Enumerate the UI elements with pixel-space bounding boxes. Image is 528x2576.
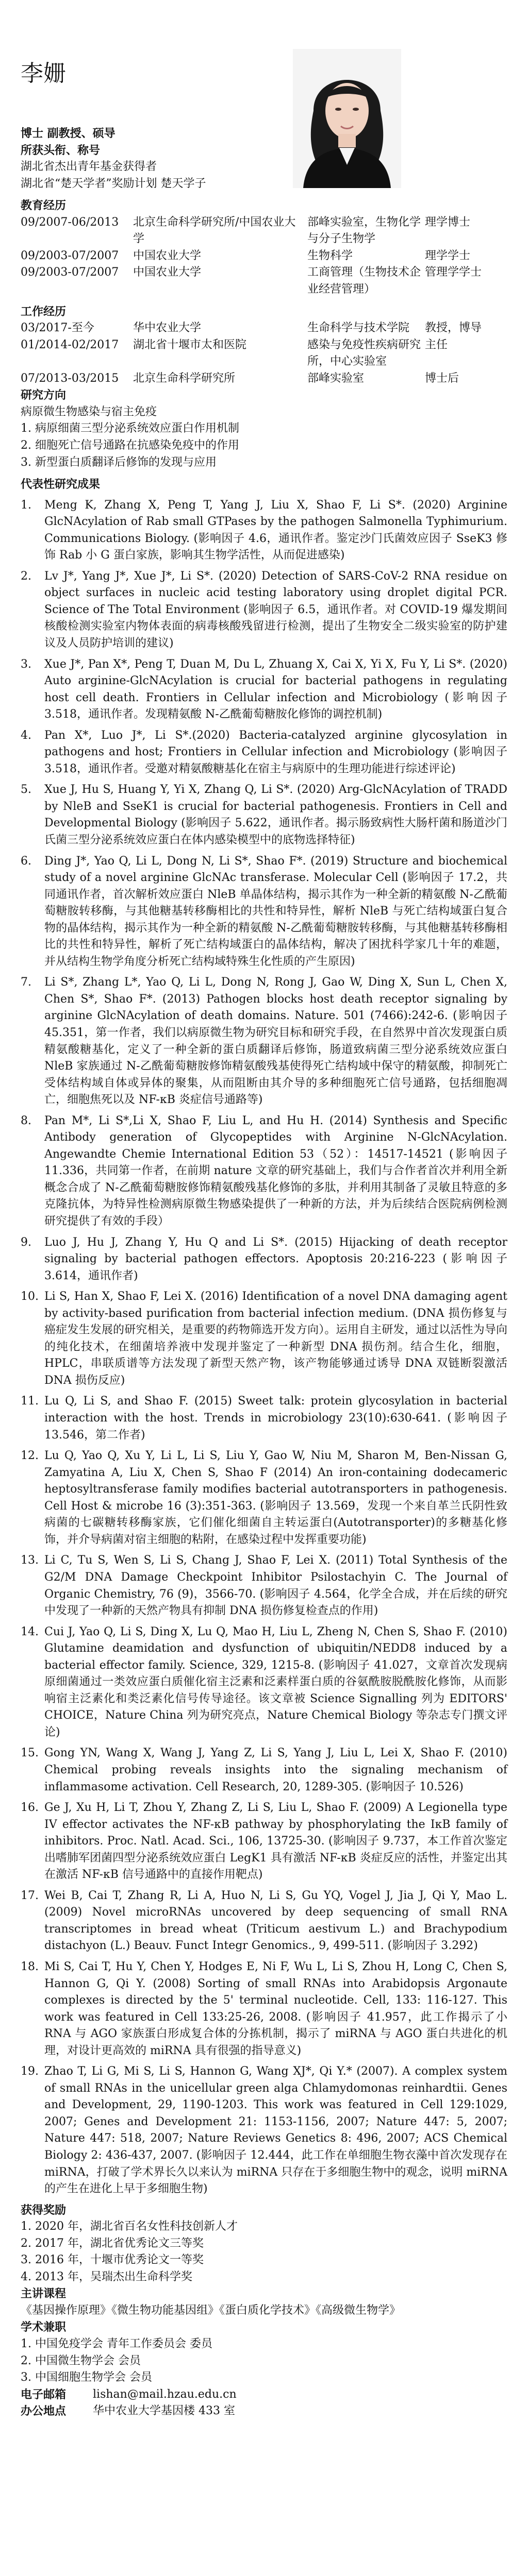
list-item: 3. 新型蛋白质翻译后修饰的发现与应用 xyxy=(21,455,217,469)
publication-item xyxy=(21,1448,507,1548)
publication-item xyxy=(21,853,507,971)
section-title: 学术兼职 xyxy=(21,2320,67,2334)
publication-number: 11. xyxy=(21,1395,39,1408)
publication-text: Cui J, Yao Q, Li S, Ding X, Lu Q, Mao H, Liu L, Zheng N, Chen S, Shao F. (2010) Glutamine deamidation and dysfunction of ubiquitin/NEDD8 induced by a bacterial effector family. Science, 329, 1215-8. (影响因子 41.027，文章首次发现病原细菌通过一类效应蛋白质催化宿主泛素和泛素样蛋白质的谷氨酰胺脱酰胺化修饰，从而影响宿主泛素化和类泛素化信号传导途径。该文章被 Science Signalling 列为 EDITORS' CHOICE，Nature China 列为研究亮点，Nature Chemical Biology 等杂志专门撰文评论) xyxy=(44,1625,507,1739)
publication-number: 9. xyxy=(21,1235,31,1249)
list-item: 2. 中国微生物学会 会员 xyxy=(21,2354,141,2367)
education-row xyxy=(21,264,507,298)
date-cell: 09/2007-06/2013 xyxy=(21,215,119,229)
list-item: 2. 细胞死亡信号通路在抗感染免疫中的作用 xyxy=(21,438,239,452)
field-cell: 生物科学 xyxy=(307,249,353,262)
publication-number: 3. xyxy=(21,657,31,671)
date-cell: 09/2003-07/2007 xyxy=(21,266,119,279)
honor-line: 湖北省杰出青年基金获得者 xyxy=(21,160,157,174)
awards-list xyxy=(21,2218,507,2285)
list-item: 4. 2013 年，吴瑞杰出生命科学奖 xyxy=(21,2270,192,2283)
position-cell: 博士后 xyxy=(425,371,459,385)
courses-section xyxy=(21,2285,507,2319)
intro-block xyxy=(21,125,507,192)
contact-section xyxy=(21,2386,507,2420)
profile-photo xyxy=(293,49,401,188)
publication-number: 13. xyxy=(21,1554,39,1567)
publication-item xyxy=(21,1959,507,2059)
publication-number: 19. xyxy=(21,2065,39,2078)
memberships-list xyxy=(21,2336,507,2386)
research-section xyxy=(21,387,507,471)
work-row xyxy=(21,337,507,370)
publication-text: Xue J*, Pan X*, Peng T, Duan M, Du L, Zhuang X, Cai X, Yi X, Fu Y, Li S*. (2020) Auto arginine-GlcNAcylation is crucial for bacterial pathogens in regulating host cell death. Frontiers in Cellular infection and Microbiology (影响因子 3.518，通讯作者。发现精氨酸 N-乙酰葡萄糖胺化修饰的调控机制) xyxy=(44,657,507,721)
publication-item xyxy=(21,1800,507,1884)
publication-list xyxy=(21,497,507,2198)
unit-cell: 生命科学与技术学院 xyxy=(307,321,410,335)
publication-number: 16. xyxy=(21,1801,39,1815)
honor-line: 湖北省“楚天学者”奖励计划 楚天学子 xyxy=(21,177,206,190)
department-line: 所获头衔、称号 xyxy=(21,143,101,157)
research-list xyxy=(21,420,507,471)
research-intro: 病原微生物感染与宿主免疫 xyxy=(21,405,157,418)
list-item: 1. 中国免疫学会 青年工作委员会 委员 xyxy=(21,2337,212,2351)
awards-section xyxy=(21,2202,507,2286)
position-cell: 主任 xyxy=(425,338,448,351)
publication-item xyxy=(21,1624,507,1741)
publication-text: Luo J, Hu J, Zhang Y, Hu Q and Li S*. (2015) Hijacking of death receptor signaling by bacterial pathogen effectors. Apoptosis 20:216-223 (影响因子 3.614，通讯作者) xyxy=(44,1235,507,1282)
publication-number: 8. xyxy=(21,1114,31,1127)
publication-text: Li S*, Zhang L*, Yao Q, Li L, Dong N, Rong J, Gao W, Ding X, Sun L, Chen X, Chen S*, Shao F*. (2013) Pathogen blocks host death receptor signaling by arginine GlcNAcylation of death domains. Nature. 501 (7466):242-6. (影响因子 45.351，第一作者，我们以病原微生物为研究目标和研究手段，在自然界中首次发现蛋白质精氨酸糖基化，定义了一种全新的蛋白质翻译后修饰，肠道致病菌三型分泌系统效应蛋白 NleB 家族通过 N-乙酰葡萄糖胺修饰精氨酸残基使得死亡结构域中保守的精氨酸，抑制死亡受体结构域自体或异体的聚集，从而阻断由其介导的多种细胞死亡信号通路，包括细胞凋亡，细胞焦死以及 NF-κB 炎症信号通路等) xyxy=(44,976,507,1107)
publication-number: 1. xyxy=(21,498,31,512)
section-title: 代表性研究成果 xyxy=(21,478,101,492)
publication-text: Pan X*, Luo J*, Li S*.(2020) Bacteria-catalyzed arginine glycosylation in pathogens and host; Frontiers in Cellular infection and Microbiology (影响因子 3.518，通讯作者。受邀对精氨酸糖基化在宿主与病原中的生理功能进行综述评论) xyxy=(44,728,507,775)
publication-item xyxy=(21,1289,507,1389)
person-name: 李姗 xyxy=(21,60,66,87)
publication-number: 15. xyxy=(21,1747,39,1760)
publication-number: 12. xyxy=(21,1449,39,1463)
publication-text: Li C, Tu S, Wen S, Li S, Chang J, Shao F, Lei X. (2011) Total Synthesis of the G2/M DNA Damage Checkpoint Inhibitor Psilostachyin C. The Journal of Organic Chemistry, 76 (9)，3566-70. (影响因子 4.564，化学全合成，并在后续的研究中发现了一种新的天然产物具有抑制 DNA 损伤修复检查点的作用) xyxy=(44,1554,507,1618)
publication-number: 7. xyxy=(21,976,31,989)
publication-text: Ge J, Xu H, Li T, Zhou Y, Zhang Z, Li S, Liu L, Shao F. (2009) A Legionella type IV effector activates the NF-κB pathway by phosphorylating the IκB family of inhibitors. Proc. Natl. Acad. Sci., 106, 13725-30. (影响因子 9.737，本工作首次鉴定出嗜肺军团菌四型分泌系统效应蛋白 LegK1 具有激活 NF-κB 炎症反应的活性，并鉴定出其在激活 NF-κB 信号通路中的直接作用靶点) xyxy=(44,1801,507,1882)
institution-cell: 湖北省十堰市太和医院 xyxy=(133,338,247,351)
section-title: 研究方向 xyxy=(21,388,67,402)
education-section xyxy=(21,197,507,298)
memberships-section xyxy=(21,2319,507,2386)
list-item: 2. 2017 年，湖北省优秀论文三等奖 xyxy=(21,2236,204,2250)
date-cell: 07/2013-03/2015 xyxy=(21,371,119,385)
field-cell: 工商管理（生物技术企业经营管理） xyxy=(307,266,421,296)
publication-number: 17. xyxy=(21,1889,39,1902)
work-row xyxy=(21,320,507,337)
publication-text: Li S, Han X, Shao F, Lei X. (2016) Identification of a novel DNA damaging agent by activity-based purification from bacterial infection medium. (DNA 损伤修复与癌症发生发展的研究相关，是重要的药物筛选开发方向）。运用自主研发，通过以活性为导向的纯化技术，在细菌培养液中发现并鉴定了一种新型 DNA 损伤剂。结合生化，细胞，HPLC，串联质谱等方法发现了新型天然产物，该产物能够通过诱导 DNA 双链断裂激活 DNA 损伤反应) xyxy=(44,1290,507,1387)
institution-cell: 北京生命科学研究所/中国农业大学 xyxy=(133,215,296,246)
courses-text: 《基因操作原理》《微生物功能基因组》《蛋白质化学技术》《高级微生物学》 xyxy=(21,2303,401,2317)
publication-text: Meng K, Zhang X, Peng T, Yang J, Liu X, Shao F, Li S*. (2020) Arginine GlcNAcylation of Rab small GTPases by the pathogen Salmonella Typhimurium. Communications Biology. (影响因子 4.6，通讯作者。鉴定沙门氏菌效应因子 SseK3 修饰 Rab 小 G 蛋白家族，影响其生物学活性，从而促进感染) xyxy=(44,498,507,562)
unit-cell: 感染与免疫性疾病研究所，中心实验室 xyxy=(307,338,421,368)
publications-section xyxy=(21,476,507,2198)
publication-number: 5. xyxy=(21,783,31,796)
section-title: 获得奖励 xyxy=(21,2203,67,2217)
publication-item xyxy=(21,1113,507,1230)
publication-number: 18. xyxy=(21,1960,39,1973)
publication-number: 10. xyxy=(21,1290,39,1303)
institution-cell: 中国农业大学 xyxy=(133,266,202,279)
work-section xyxy=(21,303,507,387)
publication-text: Xue J, Hu S, Huang Y, Yi X, Zhang Q, Li S*. (2020) Arg-GlcNAcylation of TRADD by NleB and SseK1 is crucial for bacterial pathogenesis. Frontiers in Cell and Developmental Biology (影响因子 5.622，通讯作者。揭示肠致病性大肠杆菌和肠道沙门氏菌三型分泌系统效应蛋白在体内感染模型中的底物选择特征) xyxy=(44,783,507,846)
publication-number: 2. xyxy=(21,569,31,583)
list-item: 1. 2020 年，湖北省百名女性科技创新人才 xyxy=(21,2220,238,2233)
field-cell: 部峰实验室，生物化学与分子生物学 xyxy=(307,215,421,246)
list-item: 1. 病原细菌三型分泌系统效应蛋白作用机制 xyxy=(21,422,239,435)
degree-cell: 理学学士 xyxy=(425,249,471,262)
publication-text: Gong YN, Wang X, Wang J, Yang Z, Li S, Yang J, Liu L, Lei X, Shao F. (2010) Chemical probing reveals insights into the signaling mechanism of inflammasome activation. Cell Research, 20, 1289-305. (影响因子 10.526) xyxy=(44,1747,507,1793)
publication-item xyxy=(21,782,507,849)
degree-cell: 理学博士 xyxy=(425,215,471,229)
publication-item xyxy=(21,1552,507,1619)
date-cell: 03/2017-至今 xyxy=(21,321,94,335)
list-item: 3. 2016 年，十堰市优秀论文一等奖 xyxy=(21,2253,204,2267)
unit-cell: 部峰实验室 xyxy=(307,371,365,385)
list-item: 3. 中国细胞生物学会 会员 xyxy=(21,2371,152,2384)
publication-item xyxy=(21,568,507,652)
publication-number: 14. xyxy=(21,1625,39,1638)
publication-item xyxy=(21,2063,507,2197)
publication-text: Mi S, Cai T, Hu Y, Chen Y, Hodges E, Ni F, Wu L, Li S, Zhou H, Long C, Chen S, Hannon G, Qi Y. (2008) Sorting of small RNAs into Arabidopsis Argonaute complexes is directed by the 5' terminal nucleotide. Cell, 133: 116-127. This work was featured in Cell 133:25-26, 2008. (影响因子 41.957，此工作揭示了小 RNA 与 AGO 家族蛋白形成复合体的分拣机制，揭示了 miRNA 与 AGO 蛋白共进化的机理，对设计更高效的 miRNA 具有很强的指导意义) xyxy=(44,1960,507,2057)
institution-cell: 中国农业大学 xyxy=(133,249,202,262)
publication-item xyxy=(21,497,507,564)
publication-number: 4. xyxy=(21,728,31,742)
publication-text: Pan M*, Li S*,Li X, Shao F, Liu L, and Hu H. (2014) Synthesis and Specific Antibody generation of Glycopeptides with Arginine N-GlcNAcylation. Angewandte Chemie International Edition 53（52）：14517-14521 (影响因子 11.336，共同第一作者，在前期 nature 文章的研究基础上，我们与合作者首次并利用全新概念合成了 N-乙酰葡萄糖胺修饰精氨酸残基化修饰的多肽，并利用其制备了灵敏且特意的多克隆抗体，为特异性检测病原微生物感染提供了一种新的方法，并为后续结合医院病例检测研究提供了有效的手段） xyxy=(44,1114,507,1228)
publication-item xyxy=(21,727,507,778)
publication-item xyxy=(21,974,507,1108)
publication-item xyxy=(21,1393,507,1444)
work-row xyxy=(21,370,507,387)
publication-text: Ding J*, Yao Q, Li L, Dong N, Li S*, Shao F*. (2019) Structure and biochemical study of a novel arginine GlcNAc transferase. Molecular Cell (影响因子 17.2，共同通讯作者，首次解析效应蛋白 NleB 单晶体结构，揭示其作为一种全新的精氨酸 N-乙酰葡萄糖胺转移酶，与其他糖基转移酶相比的共性和特异性，解析 NleB 与死亡结构域蛋白复合物的晶体结构，揭示其作为一种全新的精氨酸 N-乙酰葡萄糖胺转移酶，与其他糖基转移酶相比的共性和特异性，解析了死亡结构域蛋白的晶体结构，解决了困扰科学家几十年的难题，并从结构生物学角度分析死亡结构域特殊生化性质的产生原因) xyxy=(44,854,507,968)
publication-text: Lu Q, Li S, and Shao F. (2015) Sweet talk: protein glycosylation in bacterial interaction with the host. Trends in microbiology 23(10):630-641. (影响因子 13.546，第二作者) xyxy=(44,1395,507,1442)
publication-item xyxy=(21,656,507,723)
education-row xyxy=(21,214,507,248)
title-line: 博士 副教授、硕导 xyxy=(21,127,116,141)
section-title: 主讲课程 xyxy=(21,2287,67,2301)
degree-cell: 管理学学士 xyxy=(425,266,482,279)
institution-cell: 华中农业大学 xyxy=(133,321,202,335)
publication-item xyxy=(21,1745,507,1795)
publication-text: Lu Q, Yao Q, Xu Y, Li L, Li S, Liu Y, Gao W, Niu M, Sharon M, Ben-Nissan G, Zamyatina A, Liu X, Chen S, Shao F (2014) An iron-containing dodecameric heptosyltransferase family modifies bacterial autotransporters in pathogenesis. Cell Host & microbe 16 (3):351-363. (影响因子 13.569，发现一个来自革兰氏阴性致病菌的七碳糖转移酶家族，它们催化细菌自主转运蛋白(Autotransporter)的多糖基化修饰，并介导病菌对宿主细胞的粘附，在感染过程中发挥重要功能) xyxy=(44,1449,507,1546)
publication-text: Zhao T, Li G, Mi S, Li S, Hannon G, Wang XJ*, Qi Y.* (2007). A complex system of small RNAs in the unicellular green alga Chlamydomonas reinhardtii. Genes and Development, 29, 1190-1203. This work was featured in Cell 129:1029, 2007; Genes and Development 21: 1153-1156, 2007; Nature 447: 5, 2007; Nature 447: 518, 2007; Nature Reviews Genetics 8: 496, 2007; ACS Chemical Biology 2: 436-437, 2007. (影响因子 12.444，此工作在单细胞生物衣藻中首次发现存在 miRNA，打破了学术界长久以来认为 miRNA 只存在于多细胞生物中的观念，说明 miRNA 的产生在进化上早于多细胞生物) xyxy=(44,2065,507,2196)
office-value: 华中农业大学基因楼 433 室 xyxy=(93,2404,235,2418)
portrait-image xyxy=(293,49,401,188)
date-cell: 09/2003-07/2007 xyxy=(21,249,119,262)
publication-item xyxy=(21,1234,507,1285)
office-label: 办公地点 xyxy=(21,2404,67,2418)
position-cell: 教授，博导 xyxy=(425,321,482,335)
publication-item xyxy=(21,1888,507,1955)
section-title: 工作经历 xyxy=(21,304,67,318)
institution-cell: 北京生命科学研究所 xyxy=(133,371,236,385)
publication-number: 6. xyxy=(21,854,31,868)
email-label: 电子邮箱 xyxy=(21,2387,67,2401)
publication-text: Lv J*, Yang J*, Xue J*, Li S*. (2020) Detection of SARS-CoV-2 RNA residue on object surfaces in nucleic acid testing laboratory using droplet digital PCR. Science of The Total Environment (影响因子 6.5，通讯作者。对 COVID-19 爆发期间核酸检测实验室内物体表面的病毒核酸残留进行检测，提出了生物安全二级实验室的防护建议及人员防护培训的建议) xyxy=(44,569,507,650)
publication-text: Wei B, Cai T, Zhang R, Li A, Huo N, Li S, Gu YQ, Vogel J, Jia J, Qi Y, Mao L. (2009) Novel microRNAs uncovered by deep sequencing of small RNA transcriptomes in bread wheat (Triticum aestivum L.) and Brachypodium distachyon (L.) Beauv. Funct Integr Genomics., 9, 499-511. (影响因子 3.292) xyxy=(44,1889,507,1953)
education-row xyxy=(21,248,507,265)
section-title: 教育经历 xyxy=(21,199,67,213)
email-value[interactable]: lishan@mail.hzau.edu.cn xyxy=(93,2387,237,2401)
date-cell: 01/2014-02/2017 xyxy=(21,338,119,351)
